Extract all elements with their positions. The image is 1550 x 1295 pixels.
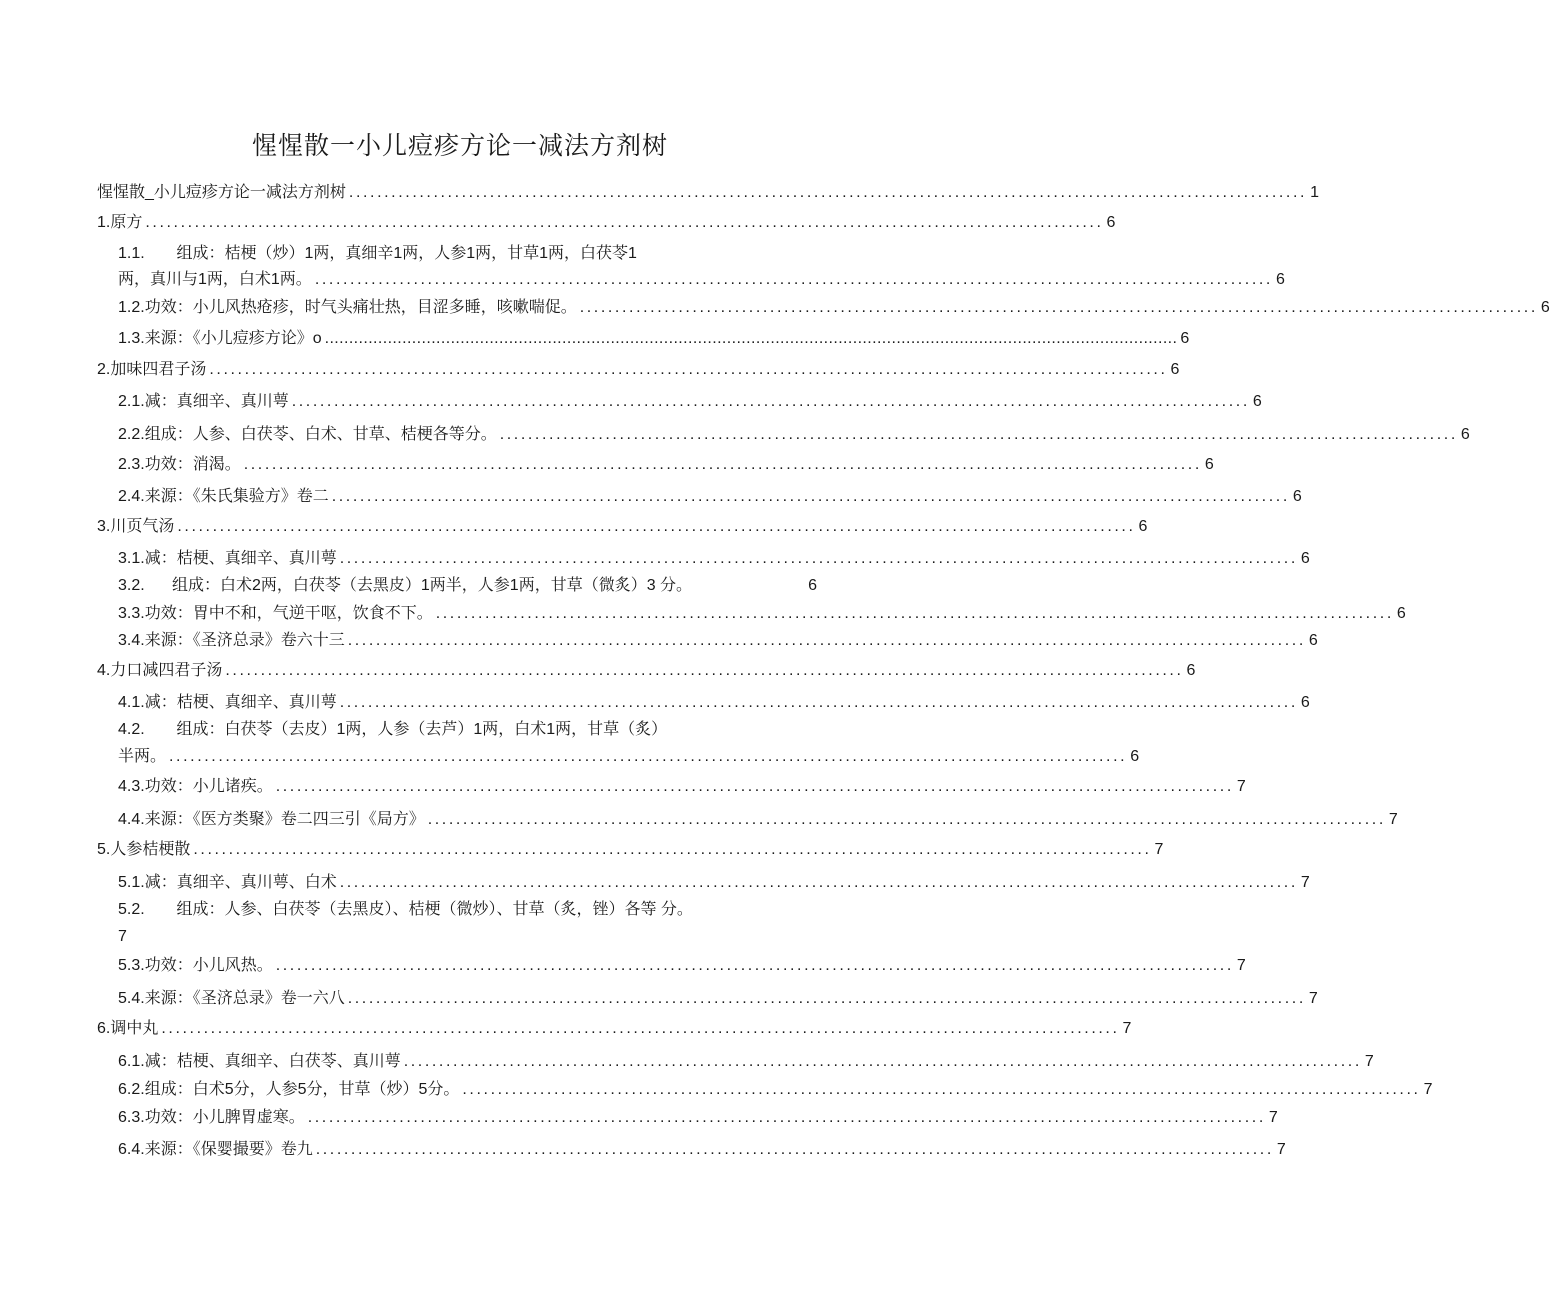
dot-leader: ........................................................................................................................................ [339, 874, 1298, 891]
dot-leader: ........................................................................................................................................ [403, 1053, 1362, 1070]
toc-entry[interactable] [118, 777, 1246, 797]
toc-entry[interactable] [118, 298, 1550, 318]
toc-entry[interactable] [118, 487, 1302, 507]
toc-entry-text: 人参桔梗散 [110, 841, 191, 858]
toc-entry-text: 来源：《圣济总录》卷六十三 [144, 632, 345, 649]
toc-entry[interactable] [97, 517, 1148, 537]
toc-page-number: 7 [1236, 778, 1246, 795]
toc-entry-text: 组成：白茯苓（去皮）1两，人参（去芦）1两，白术1两，甘草（炙） [176, 721, 668, 738]
toc-entry-line1[interactable] [118, 244, 637, 264]
dot-leader: ........................................................................................................................................ [427, 811, 1386, 828]
dot-leader: ........................................................................................................................................ [291, 393, 1250, 410]
toc-page-number: 6 [1300, 694, 1310, 711]
toc-entry[interactable] [118, 1108, 1278, 1128]
toc-entry[interactable] [118, 989, 1318, 1009]
toc-entry-number: 6.3. [118, 1109, 145, 1126]
toc-entry[interactable] [118, 631, 1318, 651]
dot-leader: ................................................................................................................................................................................ [324, 330, 1178, 347]
toc-entry-text: 组成：白术2两，白茯苓（去黑皮）1两半，人参1两，甘草（微炙）3 分。 [172, 577, 693, 594]
toc-page-number: 7 [1268, 1109, 1278, 1126]
toc-entry-number: 5.3. [118, 957, 145, 974]
toc-page-number: 6 [1106, 214, 1116, 231]
toc-entry[interactable] [97, 213, 1116, 233]
toc-entry[interactable] [118, 604, 1406, 624]
toc-entry[interactable] [118, 1052, 1374, 1072]
dot-leader: ........................................................................................................................................ [347, 632, 1306, 649]
dot-leader: ........................................................................................................................................ [169, 748, 1128, 765]
dot-leader: ........................................................................................................................................ [225, 662, 1184, 679]
toc-page-number: 6 [1130, 748, 1140, 765]
toc-entry-number: 5.1. [118, 874, 145, 891]
toc-page-number: 7 [1236, 957, 1246, 974]
dot-leader: ........................................................................................................................................ [307, 1109, 1266, 1126]
toc-entry[interactable] [118, 747, 1140, 767]
toc-entry-number: 5. [97, 841, 111, 858]
toc-page-number: 7 [1276, 1141, 1286, 1158]
toc-entry-text: 减：桔梗、真细辛、真川萼 [144, 550, 337, 567]
toc-page-number: 6 [1186, 662, 1196, 679]
toc-entry[interactable] [97, 661, 1196, 681]
dot-leader: ........................................................................................................................................ [339, 550, 1298, 567]
toc-entry-text: 川页气汤 [110, 518, 175, 535]
toc-entry[interactable] [97, 183, 1319, 203]
toc-page-number: 6 [1540, 299, 1550, 316]
toc-entry-number: 6.2. [118, 1081, 145, 1098]
toc-entry-text: 来源：《小儿痘疹方论》o [144, 330, 322, 347]
toc-entry-text: 组成：人参、白茯苓、白术、甘草、桔梗各等分。 [144, 426, 497, 443]
toc-entry-text: 减：桔梗、真细辛、白茯苓、真川萼 [144, 1053, 401, 1070]
toc-entry-text: 半两。 [118, 748, 167, 765]
toc-entry-text: 功效：小儿风热。 [144, 957, 273, 974]
toc-page-number: 6 [808, 577, 817, 594]
toc-entry[interactable] [97, 840, 1164, 860]
dot-leader: ........................................................................................................................................ [339, 694, 1298, 711]
toc-entry-number: 5.4. [118, 990, 145, 1007]
toc-page-number: 6 [1170, 361, 1180, 378]
toc-page-number: 7 [1154, 841, 1164, 858]
toc-entry-number: 3.2. [118, 577, 145, 594]
toc-entry-text: 减：真细辛、真川萼 [144, 393, 289, 410]
toc-page-number: 7 [1300, 874, 1310, 891]
toc-entry-text: 功效：胃中不和，气逆干呕，饮食不下。 [144, 605, 433, 622]
toc-page-number: 6 [1138, 518, 1148, 535]
toc-entry-number: 4.2. [118, 721, 145, 738]
toc-entry-number: 2.2. [118, 426, 145, 443]
toc-entry[interactable] [118, 425, 1470, 445]
toc-entry[interactable] [118, 693, 1310, 713]
dot-leader: ........................................................................................................................................ [275, 778, 1234, 795]
toc-page-number: 7 [1308, 990, 1318, 1007]
dot-leader: ........................................................................................................................................ [145, 214, 1104, 231]
toc-page-number: 7 [1122, 1020, 1132, 1037]
dot-leader: ........................................................................................................................................ [499, 426, 1458, 443]
toc-entry-text: 来源：《朱氏集验方》卷二 [144, 488, 329, 505]
toc-entry[interactable] [118, 900, 693, 920]
dot-leader: ........................................................................................................................................ [275, 957, 1234, 974]
toc-entry-text: 力口减四君子汤 [110, 662, 223, 679]
toc-page-number: 6 [1460, 426, 1470, 443]
toc-entry-text: 功效：小儿脾胃虚寒。 [144, 1109, 305, 1126]
toc-entry-text: 功效：小儿诸疾。 [144, 778, 273, 795]
toc-entry-text: 两，真川与1两，白术1两。 [118, 271, 312, 288]
toc-page-number: 6 [1180, 330, 1190, 347]
toc-entry-number: 4. [97, 662, 111, 679]
toc-entry[interactable] [118, 329, 1190, 349]
toc-entry-text: 功效：小儿风热疮疹，时气头痛壮热，目涩多睡，咳嗽喘促。 [144, 299, 577, 316]
toc-entry-text: 组成：人参、白茯苓（去黑皮）、桔梗（微炒）、甘草（炙，锉）各等 分。 [176, 901, 693, 918]
toc-entry-number: 1.1. [118, 245, 145, 262]
toc-page-number: 1 [1310, 184, 1319, 201]
toc-entry-text: 来源：《保婴撮要》卷九 [144, 1141, 313, 1158]
toc-entry[interactable] [118, 873, 1310, 893]
toc-entry-number: 6.1. [118, 1053, 145, 1070]
toc-entry-number: 5.2. [118, 901, 145, 918]
dot-leader: ........................................................................................................................................ [314, 271, 1273, 288]
toc-entry-text: 来源：《医方类聚》卷二四三引《局方》 [144, 811, 425, 828]
toc-entry-text: 减：桔梗、真细辛、真川萼 [144, 694, 337, 711]
toc-entry-text: 组成：桔梗（炒）1两，真细辛1两，人参1两，甘草1两，白茯苓1 [176, 245, 637, 262]
toc-entry-text: 减：真细辛、真川萼、白术 [144, 874, 337, 891]
toc-page-number: 7 [1388, 811, 1398, 828]
dot-leader: ........................................................................................................................................ [579, 299, 1538, 316]
dot-leader: ........................................................................................................................................ [243, 456, 1202, 473]
toc-entry-number: 1. [97, 214, 111, 231]
toc-entry[interactable] [118, 455, 1214, 475]
toc-entry[interactable] [118, 392, 1262, 412]
dot-leader: ........................................................................................................................................ [177, 518, 1136, 535]
toc-entry[interactable] [118, 576, 817, 596]
toc-entry-text: 原方 [110, 214, 143, 231]
toc-entry-number: 2.1. [118, 393, 145, 410]
dot-leader: ........................................................................................................................................ [193, 841, 1152, 858]
dot-leader: ........................................................................................................................................ [435, 605, 1394, 622]
toc-entry-number: 1.3. [118, 330, 145, 347]
toc-page-number: 7 [1423, 1081, 1433, 1098]
toc-entry-number: 2.4. [118, 488, 145, 505]
toc-entry-text: 调中丸 [110, 1020, 159, 1037]
toc-entry[interactable] [118, 1080, 1433, 1100]
toc-entry-number: 3.4. [118, 632, 145, 649]
dot-leader: ........................................................................................................................................ [315, 1141, 1274, 1158]
toc-entry[interactable] [118, 956, 1246, 976]
toc-entry-number: 3. [97, 518, 111, 535]
toc-entry-line1[interactable] [118, 720, 667, 740]
toc-entry-text: 功效：消渴。 [144, 456, 241, 473]
document-title: 惺惺散一小儿痘疹方论一减法方剂树 [251, 131, 668, 160]
toc-page-number: 7 [1364, 1053, 1374, 1070]
toc-entry-number: 3.3. [118, 605, 145, 622]
toc-entry-number: 4.3. [118, 778, 145, 795]
toc-page-number: 6 [1396, 605, 1406, 622]
toc-entry-number: 1.2. [118, 299, 145, 316]
dot-leader: ........................................................................................................................................ [462, 1081, 1421, 1098]
toc-entry-text: 组成：白术5分，人参5分，甘草（炒）5分。 [144, 1081, 460, 1098]
dot-leader: ........................................................................................................................................ [209, 361, 1168, 378]
toc-page-number: 7 [118, 928, 127, 945]
toc-entry[interactable] [118, 1140, 1286, 1160]
toc-entry[interactable] [118, 549, 1310, 569]
toc-entry-text: 来源：《圣济总录》卷一六八 [144, 990, 345, 1007]
toc-page-number: 6 [1292, 488, 1302, 505]
toc-page-number: 6 [1300, 550, 1310, 567]
toc-entry-number: 4.4. [118, 811, 145, 828]
toc-entry-number: 6. [97, 1020, 111, 1037]
toc-entry[interactable] [118, 270, 1285, 290]
toc-entry[interactable] [118, 810, 1398, 830]
toc-entry-number: 4.1. [118, 694, 145, 711]
dot-leader: ........................................................................................................................................ [348, 184, 1308, 201]
toc-entry[interactable] [97, 1019, 1132, 1039]
dot-leader: ........................................................................................................................................ [331, 488, 1290, 505]
toc-entry-text: 加味四君子汤 [110, 361, 207, 378]
toc-entry-text: 惺惺散_小儿痘疹方论一减法方剂树 [97, 184, 346, 201]
dot-leader: ........................................................................................................................................ [161, 1020, 1120, 1037]
toc-entry[interactable] [97, 360, 1180, 380]
toc-page-number: 6 [1252, 393, 1262, 410]
toc-page-number: 6 [1308, 632, 1318, 649]
toc-entry-number: 2.3. [118, 456, 145, 473]
toc-page-number: 6 [1204, 456, 1214, 473]
dot-leader: ........................................................................................................................................ [347, 990, 1306, 1007]
toc-entry-number: 6.4. [118, 1141, 145, 1158]
toc-entry-number: 3.1. [118, 550, 145, 567]
toc-page-number: 6 [1275, 271, 1285, 288]
toc-entry-number: 2. [97, 361, 111, 378]
